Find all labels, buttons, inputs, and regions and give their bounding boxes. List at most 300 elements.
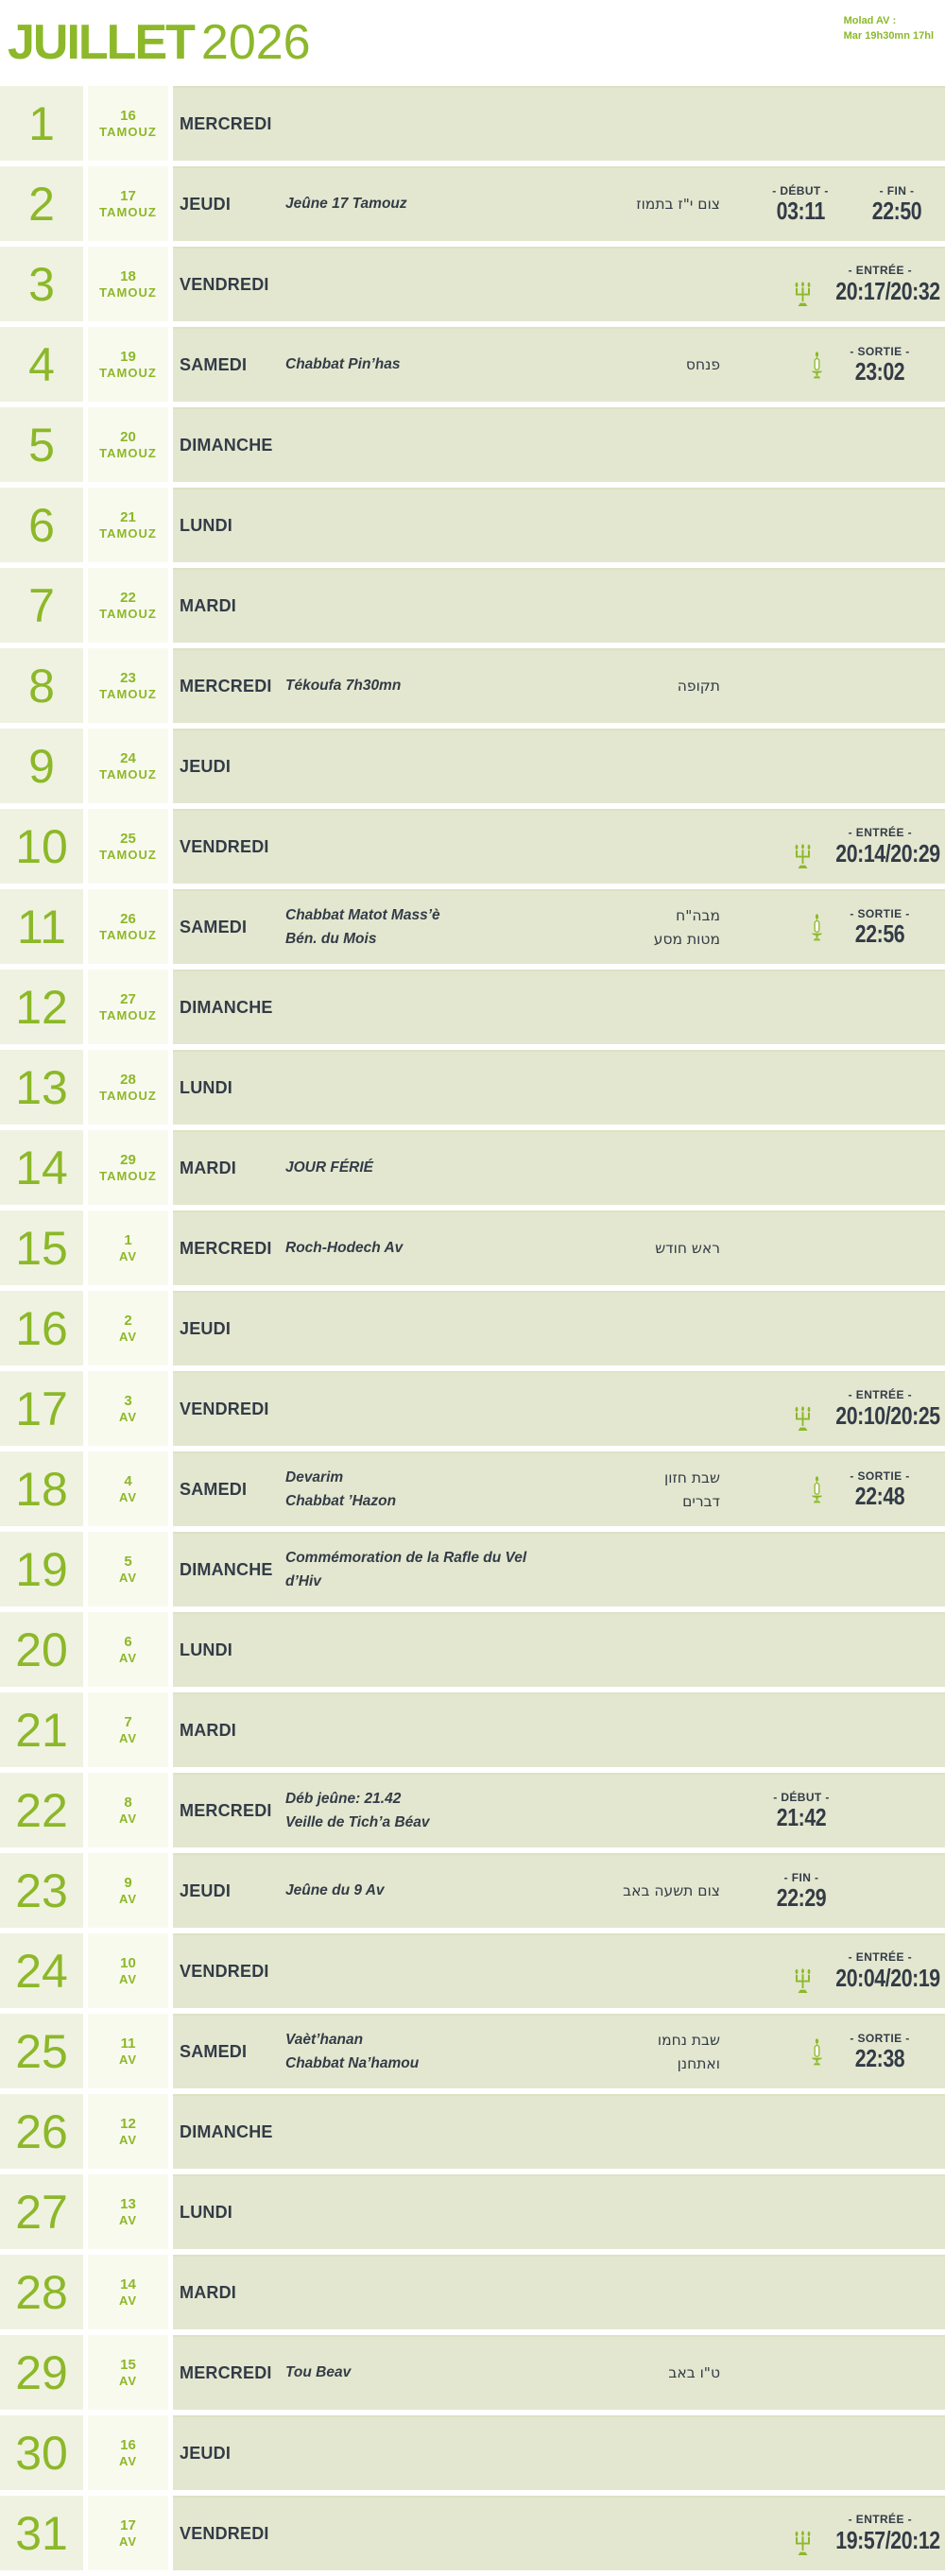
molad-label: Molad AV : [843,15,897,26]
hebrew-date-cell [88,1612,168,1687]
hebrew-text-column [552,2029,720,2076]
time-label: - DÉBUT - [772,183,829,197]
hebrew-day-number: 9 [124,1874,132,1891]
day-main-cell [173,2014,945,2088]
day-number: 4 [28,337,55,391]
events-column [285,1880,552,1903]
event-text: Devarim [285,1468,344,1485]
weekday-label: DIMANCHE [180,998,273,1017]
day-number: 6 [28,498,55,552]
hebrew-day-number: 8 [124,1794,132,1811]
times-zone [720,2337,945,2410]
times-zone [720,2498,945,2570]
time-label: - SORTIE - [850,344,910,358]
hebrew-date-cell [88,729,168,803]
hebrew-month: AV [118,1811,138,1826]
hebrew-month: TAMOUZ [99,445,157,460]
weekday-label: MARDI [180,1721,236,1740]
hebrew-date-cell [88,1211,168,1285]
time-label: - ENTRÉE - [848,1949,912,1964]
times-zone [720,1132,945,1205]
day-row [0,166,945,241]
events-column [285,1467,552,1514]
day-number-cell [0,1130,83,1205]
weekday-label: MERCREDI [180,1239,272,1258]
weekday-label: MERCREDI [180,2363,272,2382]
day-row [0,648,945,723]
hebrew-month: AV [118,2533,138,2549]
day-row [0,247,945,321]
hebrew-month: TAMOUZ [99,204,157,219]
day-number: 31 [15,2506,68,2560]
hebrew-day-number: 25 [120,830,136,847]
day-number-cell [0,2014,83,2088]
hebrew-day-number: 27 [120,990,136,1007]
hebrew-month: TAMOUZ [99,525,157,541]
day-number-cell [0,1612,83,1687]
times-zone [720,891,945,964]
day-row [0,970,945,1044]
entry-time-row [793,1401,940,1432]
month-title: JUILLET [8,15,194,70]
time-value: 21:42 [776,1802,827,1831]
day-number-cell [0,568,83,643]
times-zone [720,1373,945,1446]
hebrew-month: AV [118,2453,138,2468]
time-value: 03:11 [776,196,825,225]
candles-icon [793,1406,813,1432]
hebrew-date-cell [88,970,168,1044]
fast-fin-block [752,1871,850,1913]
havdalah-candle-icon [810,352,824,381]
day-row [0,407,945,482]
hebrew-month: AV [118,1409,138,1424]
hebrew-date-cell [88,2415,168,2490]
hebrew-day-number: 7 [124,1713,132,1730]
day-main-cell [173,1291,945,1365]
events-column [285,675,552,698]
hebrew-day-number: 10 [120,1954,136,1971]
candles-icon [793,844,813,869]
weekday-label: SAMEDI [180,2042,248,2061]
day-number-cell [0,729,83,803]
hebrew-date-cell [88,1933,168,2008]
day-main-cell [173,568,945,643]
day-row [0,1050,945,1125]
day-number: 17 [15,1382,68,1435]
times-zone [720,650,945,723]
day-main-cell [173,1532,945,1606]
day-main-cell [173,1050,945,1125]
day-main-cell [173,648,945,723]
times-zone [720,971,945,1044]
day-number-cell [0,809,83,884]
times-zone [720,2417,945,2490]
day-row [0,2174,945,2249]
hebrew-text-column [552,1467,720,1514]
day-row [0,2415,945,2490]
time-value: 22:38 [854,2043,905,2072]
hebrew-month: TAMOUZ [99,686,157,701]
event-text: Tékoufa 7h30mn [285,678,402,695]
hebrew-day-number: 28 [120,1071,136,1088]
events-column [285,1788,552,1835]
day-main-cell [173,2415,945,2490]
hebrew-date-cell [88,1371,168,1446]
hebrew-date-cell [88,889,168,964]
weekday-label: JEUDI [180,1319,232,1338]
hebrew-date-cell [88,327,168,402]
shabbat-exit-block [839,1469,920,1511]
day-number-cell [0,2415,83,2490]
calendar-rows [0,86,945,2570]
day-number-cell [0,889,83,964]
events-column [285,353,552,377]
hebrew-date-cell [88,1692,168,1767]
day-row [0,2255,945,2329]
day-row [0,488,945,562]
day-main-cell [173,970,945,1044]
time-label: - ENTRÉE - [848,2512,912,2526]
day-number-cell [0,1371,83,1446]
day-number: 28 [15,2265,68,2319]
hebrew-month: TAMOUZ [99,365,157,380]
entry-time-row [793,277,940,307]
day-main-cell [173,1933,945,2008]
times-zone [720,2016,945,2088]
weekday-label: MERCREDI [180,677,272,696]
entry-time-row [793,2526,940,2556]
event-text: Roch-Hodech Av [285,1240,404,1257]
times-zone [720,1052,945,1125]
shabbat-entry-block [793,1388,940,1432]
day-row [0,889,945,964]
hebrew-day-number: 1 [124,1231,132,1248]
shabbat-entry-block [793,264,940,307]
hebrew-text: פנחס [685,356,720,374]
hebrew-date-cell [88,2255,168,2329]
hebrew-month: TAMOUZ [99,1007,157,1022]
day-row [0,729,945,803]
events-column [285,1237,552,1261]
fast-debut-block [752,184,849,226]
hebrew-date-cell [88,2094,168,2169]
hebrew-date-cell [88,1451,168,1526]
day-number: 23 [15,1863,68,1917]
hebrew-date-cell [88,247,168,321]
hebrew-day-number: 16 [120,107,136,124]
day-number: 14 [15,1141,68,1194]
hebrew-month: AV [118,1570,138,1585]
hebrew-date-cell [88,1130,168,1205]
weekday-label: VENDREDI [180,275,269,294]
day-number: 16 [15,1301,68,1355]
hebrew-month: AV [118,2212,138,2227]
hebrew-date-cell [88,648,168,723]
hebrew-day-number: 29 [120,1151,136,1168]
time-value: 22:29 [776,1882,827,1912]
day-number-cell [0,1050,83,1125]
hebrew-month: AV [118,1891,138,1906]
day-main-cell [173,2094,945,2169]
day-row [0,2335,945,2410]
day-main-cell [173,1371,945,1446]
hebrew-date-cell [88,488,168,562]
page-title [8,0,311,97]
times-zone [720,2257,945,2329]
weekday-label: DIMANCHE [180,2122,273,2141]
hebrew-text: שבת נחמו [657,2031,720,2049]
day-row [0,568,945,643]
day-number-cell [0,970,83,1044]
shabbat-exit-block [839,907,920,949]
weekday-label: VENDREDI [180,1962,269,1981]
havdalah-candle-icon [810,1476,824,1505]
day-row [0,1291,945,1365]
weekday-label: MARDI [180,2283,236,2302]
hebrew-day-number: 2 [124,1312,132,1329]
time-value: 22:56 [854,919,905,948]
day-number: 26 [15,2104,68,2158]
event-text: Jeûne du 9 Av [285,1882,385,1899]
hebrew-text: ט"ו באב [668,2364,720,2382]
day-main-cell [173,1692,945,1767]
hebrew-day-number: 19 [120,348,136,365]
times-zone [720,570,945,643]
day-number-cell [0,1692,83,1767]
day-number: 5 [28,418,55,472]
hebrew-text: ראש חודש [655,1240,720,1258]
hebrew-day-number: 11 [120,2035,136,2052]
day-main-cell [173,488,945,562]
day-number-cell [0,1291,83,1365]
shabbat-entry-block [793,2513,940,2556]
hebrew-month: AV [118,2373,138,2388]
times-zone [720,1614,945,1687]
candles-icon [793,2531,813,2556]
day-number-cell [0,166,83,241]
day-number: 9 [28,739,55,793]
times-zone [720,1534,945,1606]
weekday-label: LUNDI [180,1078,232,1097]
hebrew-day-number: 13 [120,2195,136,2212]
weekday-label: LUNDI [180,1640,232,1659]
times-zone [720,249,945,321]
time-label: - SORTIE - [850,2031,910,2045]
time-label: - FIN - [879,183,915,197]
event-text: Vaèt’hanan [285,2031,364,2048]
day-number-cell [0,1933,83,2008]
day-number: 1 [28,96,55,150]
events-column [285,2029,552,2076]
times-zone [720,1855,945,1928]
hebrew-date-cell [88,1773,168,1847]
day-number-cell [0,1853,83,1928]
events-column [285,904,552,952]
hebrew-day-number: 12 [120,2115,136,2132]
entry-time-row [793,839,940,869]
day-main-cell [173,407,945,482]
hebrew-day-number: 5 [124,1553,132,1570]
day-main-cell [173,1773,945,1847]
hebrew-day-number: 22 [120,589,136,606]
day-main-cell [173,2174,945,2249]
day-number: 25 [15,2024,68,2078]
hebrew-day-number: 17 [120,187,136,204]
events-column [285,1547,552,1594]
day-number: 18 [15,1462,68,1516]
event-text: Veille de Tich’a Béav [285,1813,430,1830]
hebrew-month: AV [118,2052,138,2067]
event-text: Chabbat Pin’has [285,356,401,373]
day-row [0,1130,945,1205]
event-text: Jeûne 17 Tamouz [285,196,407,213]
fast-fin-block [849,184,945,226]
times-zone [720,489,945,562]
hebrew-text-column [552,1237,720,1261]
hebrew-month: TAMOUZ [99,1088,157,1103]
hebrew-text: צום י"ז בתמוז [636,196,720,214]
day-row [0,327,945,402]
hebrew-month: TAMOUZ [99,284,157,300]
day-number-cell [0,2094,83,2169]
times-zone [720,2176,945,2249]
times-zone [720,2096,945,2169]
weekday-label: MERCREDI [180,114,272,133]
event-text: Chabbat Na’hamou [285,2054,420,2071]
weekday-label: JEUDI [180,1881,232,1900]
day-number-cell [0,1451,83,1526]
havdalah-candle-icon [810,914,824,943]
weekday-label: DIMANCHE [180,436,273,455]
event-text: Déb jeûne: 21.42 [285,1790,402,1807]
times-zone [720,811,945,884]
time-value: 20:04/20:19 [835,1963,940,1992]
day-main-cell [173,1451,945,1526]
hebrew-text-column [552,2361,720,2385]
hebrew-month: TAMOUZ [99,847,157,862]
time-label: - ENTRÉE - [848,263,912,277]
day-number-cell [0,1773,83,1847]
day-row [0,1371,945,1446]
weekday-label: MARDI [180,596,236,615]
day-main-cell [173,809,945,884]
hebrew-day-number: 21 [120,508,136,525]
time-value: 22:50 [871,196,922,225]
hebrew-text: מבה"ח [676,906,720,924]
hebrew-date-cell [88,1532,168,1606]
hebrew-month: AV [118,1971,138,1986]
hebrew-text: שבת חזון [664,1468,720,1486]
time-label: - SORTIE - [850,906,910,920]
time-value: 20:10/20:25 [835,1400,940,1430]
hebrew-day-number: 14 [120,2275,136,2293]
hebrew-text-column [552,675,720,698]
hebrew-month: AV [118,2293,138,2308]
time-label: - FIN - [783,1870,819,1884]
candles-icon [793,282,813,307]
molad-info [844,14,934,44]
weekday-label: LUNDI [180,516,232,535]
times-zone [720,88,945,161]
time-value: 19:57/20:12 [835,2525,940,2554]
time-label: - SORTIE - [850,1468,910,1483]
day-main-cell [173,2496,945,2570]
day-main-cell [173,2255,945,2329]
hebrew-month: TAMOUZ [99,766,157,781]
day-row [0,1451,945,1526]
times-zone [720,1775,945,1847]
hebrew-month: AV [118,1730,138,1745]
shabbat-entry-block [793,1950,940,1994]
hebrew-month: AV [118,1248,138,1263]
molad-value: Mar 19h30mn 17hl [843,29,934,42]
day-row [0,1612,945,1687]
times-zone [720,1453,945,1526]
day-main-cell [173,247,945,321]
day-main-cell [173,729,945,803]
day-main-cell [173,2335,945,2410]
hebrew-date-cell [88,2335,168,2410]
day-number: 3 [28,257,55,311]
day-main-cell [173,889,945,964]
time-label: - DÉBUT - [773,1790,830,1804]
shabbat-exit-block [839,345,920,386]
day-number-cell [0,327,83,402]
day-row [0,1773,945,1847]
weekday-label: VENDREDI [180,2524,269,2543]
day-number: 13 [15,1060,68,1114]
hebrew-day-number: 16 [120,2436,136,2453]
day-number-cell [0,247,83,321]
shabbat-exit-block [839,2032,920,2073]
events-column [285,2361,552,2385]
hebrew-date-cell [88,568,168,643]
hebrew-text: דברים [682,1492,720,1510]
day-number: 8 [28,659,55,713]
time-value: 20:14/20:29 [835,838,940,867]
day-main-cell [173,327,945,402]
hebrew-month: TAMOUZ [99,927,157,942]
time-value: 22:48 [854,1481,905,1510]
day-number: 21 [15,1703,68,1757]
page-header [0,0,945,86]
event-text: Bén. du Mois [285,930,377,947]
times-zone [720,1694,945,1767]
day-row [0,2094,945,2169]
time-value: 20:17/20:32 [835,276,940,305]
events-column [285,193,552,216]
weekday-label: SAMEDI [180,355,248,374]
event-text: JOUR FÉRIÉ [285,1159,374,1176]
hebrew-text: תקופה [677,678,720,696]
fast-debut-block [752,1791,850,1832]
day-row [0,1211,945,1285]
hebrew-day-number: 23 [120,669,136,686]
day-row [0,1933,945,2008]
day-number: 10 [15,819,68,873]
hebrew-day-number: 15 [120,2356,136,2373]
time-label: - ENTRÉE - [848,825,912,839]
day-number-cell [0,1532,83,1606]
times-zone [720,168,945,241]
day-row [0,1853,945,1928]
hebrew-text-column [552,353,720,377]
candles-icon [793,1968,813,1994]
day-main-cell [173,1612,945,1687]
times-zone [720,1293,945,1365]
hebrew-text-column [552,1880,720,1903]
